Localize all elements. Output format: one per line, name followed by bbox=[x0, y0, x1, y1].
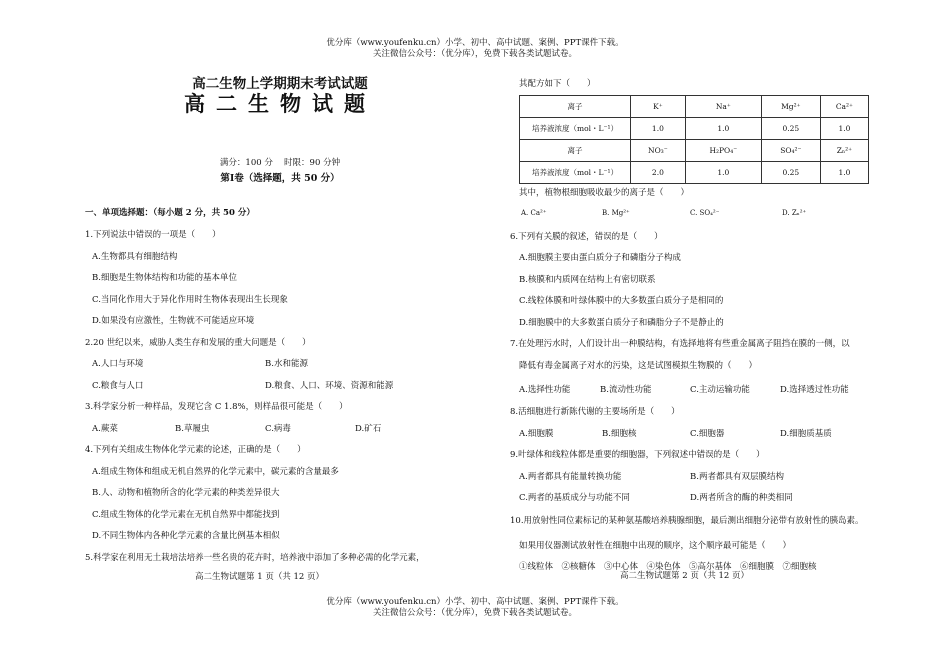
option-8d: D.细胞质基质 bbox=[780, 429, 832, 439]
option-8c: C.细胞器 bbox=[690, 429, 725, 439]
option-3c: C.病毒 bbox=[265, 424, 291, 434]
question-4: 4.下列有关组成生物体化学元素的论述，正确的是（ ） bbox=[85, 445, 306, 455]
nutrient-table bbox=[519, 95, 869, 184]
footer-line-2: 关注微信公众号：（优分库），免费下载各类试题试卷。 bbox=[372, 608, 577, 618]
table-cell: 离子 bbox=[520, 96, 631, 118]
option-1a: A.生物都具有细胞结构 bbox=[92, 252, 178, 262]
option-3a: A.蕨菜 bbox=[92, 424, 118, 434]
exam-title: 高二生物上学期期末考试试题 bbox=[192, 76, 368, 92]
table-cell: 离子 bbox=[520, 140, 631, 162]
option-8a: A.细胞膜 bbox=[519, 429, 554, 439]
option-2c: C.粮食与人口 bbox=[92, 381, 144, 391]
page-number-2: 高二生物试题第 2 页（共 12 页） bbox=[620, 571, 750, 581]
option-9c: C.两者的基质成分与功能不同 bbox=[519, 493, 630, 503]
option-5c: C. SO₄²⁻ bbox=[690, 209, 720, 217]
table-cell: H₂PO₄⁻ bbox=[685, 140, 761, 162]
option-9a: A.两者都具有能量转换功能 bbox=[519, 472, 622, 482]
table-cell: K⁺ bbox=[631, 96, 686, 118]
table-cell: 1.0 bbox=[820, 162, 868, 184]
page-number-1: 高二生物试题第 1 页（共 12 页） bbox=[195, 572, 325, 582]
option-6d: D.细胞膜中的大多数蛋白质分子和磷脂分子不是静止的 bbox=[519, 318, 724, 328]
question-5: 5.科学家在利用无土栽培法培养一些名贵的花卉时，培养液中添加了多种必需的化学元素， bbox=[85, 553, 425, 563]
question-1: 1.下列说法中错误的一项是（ ） bbox=[85, 230, 221, 240]
table-cell: 1.0 bbox=[685, 162, 761, 184]
subject-title: 高二生物试题 bbox=[184, 91, 376, 116]
table-cell: 1.0 bbox=[820, 118, 868, 140]
option-1c: C.当同化作用大于异化作用时生物体表现出生长现象 bbox=[92, 295, 288, 305]
option-7b: B.流动性功能 bbox=[600, 385, 652, 395]
option-8b: B.细胞核 bbox=[602, 429, 637, 439]
question-8: 8.活细胞进行新陈代谢的主要场所是（ ） bbox=[510, 407, 680, 417]
question-7-line-2: 降低有毒金属离子对水的污染，这是试图模拟生物膜的（ ） bbox=[519, 361, 758, 371]
option-7a: A.选择性功能 bbox=[519, 385, 571, 395]
option-5a: A. Ca²⁺ bbox=[521, 209, 547, 217]
table-cell: 1.0 bbox=[685, 118, 761, 140]
table-cell: 2.0 bbox=[631, 162, 686, 184]
question-7: 7.在处理污水时，人们设计出一种膜结构，有选择地将有些重金属离子阻挡在膜的一侧，以 bbox=[510, 339, 850, 349]
score-time: 满分：100 分 时限：90 分钟 bbox=[219, 158, 341, 168]
volume-heading: 第Ⅰ卷（选择题，共 50 分） bbox=[220, 173, 340, 184]
option-2a: A.人口与环境 bbox=[92, 359, 144, 369]
table-row bbox=[520, 140, 869, 162]
table-cell: 0.25 bbox=[761, 162, 820, 184]
option-6b: B.核膜和内质网在结构上有密切联系 bbox=[519, 275, 656, 285]
option-4b: B.人、动物和植物所含的化学元素的种类差异很大 bbox=[92, 488, 280, 498]
question-5-continued: 其配方如下（ ） bbox=[519, 79, 596, 89]
footer-line-1: 优分库（www.youfenku.cn）小学、初中、高中试题、案例、PPT课件下载。 bbox=[326, 597, 624, 607]
option-4a: A.组成生物体和组成无机自然界的化学元素中，碳元素的含量最多 bbox=[92, 467, 339, 477]
header-line-1: 优分库（www.youfenku.cn）小学、初中、高中试题、案例、PPT课件下载。 bbox=[326, 38, 624, 48]
table-cell: 培养液浓度（mol・L⁻¹） bbox=[520, 118, 631, 140]
table-cell: SO₄²⁻ bbox=[761, 140, 820, 162]
option-9b: B.两者都具有双层膜结构 bbox=[690, 472, 784, 482]
table-cell: 0.25 bbox=[761, 118, 820, 140]
option-7d: D.选择透过性功能 bbox=[780, 385, 849, 395]
question-10: 10.用放射性同位素标记的某种氨基酸培养胰腺细胞，最后测出细胞分泌带有放射性的胰岛素。 bbox=[510, 516, 864, 526]
option-6c: C.线粒体膜和叶绿体膜中的大多数蛋白质分子是相同的 bbox=[519, 296, 724, 306]
table-cell: Zₙ²⁺ bbox=[820, 140, 868, 162]
table-cell: Mg²⁺ bbox=[761, 96, 820, 118]
option-1b: B.细胞是生物体结构和功能的基本单位 bbox=[92, 273, 237, 283]
option-9d: D.两者所含的酶的种类相同 bbox=[690, 493, 793, 503]
table-cell: Na⁺ bbox=[685, 96, 761, 118]
option-4d: D.不同生物体内各种化学元素的含量比例基本相似 bbox=[92, 531, 280, 541]
question-2: 2.20 世纪以来，威胁人类生存和发展的重大问题是（ ） bbox=[85, 338, 311, 348]
table-cell: 1.0 bbox=[631, 118, 686, 140]
question-10-line-2: 如果用仪器测试放射性在细胞中出现的顺序，这个顺序最可能是（ ） bbox=[519, 541, 792, 551]
option-5d: D. Zₙ²⁺ bbox=[782, 209, 807, 217]
option-5b: B. Mg²⁺ bbox=[602, 209, 630, 217]
table-cell: Ca²⁺ bbox=[820, 96, 868, 118]
option-6a: A.细胞膜主要由蛋白质分子和磷脂分子构成 bbox=[519, 253, 681, 263]
option-1d: D.如果没有应激性，生物就不可能适应环境 bbox=[92, 316, 255, 326]
table-row bbox=[520, 162, 869, 184]
option-2d: D.粮食、人口、环境、资源和能源 bbox=[265, 381, 394, 391]
table-row bbox=[520, 118, 869, 140]
table-row bbox=[520, 96, 869, 118]
question-10-items: ①线粒体 ②核糖体 ③中心体 ④染色体 ⑤高尔基体 ⑥细胞膜 ⑦细胞核 bbox=[519, 562, 817, 572]
option-3b: B.草履虫 bbox=[175, 424, 210, 434]
header-line-2: 关注微信公众号：（优分库），免费下载各类试题试卷。 bbox=[372, 49, 577, 59]
table-cell: 培养液浓度（mol・L⁻¹） bbox=[520, 162, 631, 184]
table-cell: NO₃⁻ bbox=[631, 140, 686, 162]
question-6: 6.下列有关膜的叙述，错误的是（ ） bbox=[510, 232, 663, 242]
option-3d: D.矿石 bbox=[355, 424, 382, 434]
option-2b: B.水和能源 bbox=[265, 359, 308, 369]
question-5-stem: 其中，植物根细胞吸收最少的离子是（ ） bbox=[519, 188, 690, 198]
question-3: 3.科学家分析一种样品，发现它含 C 1.8%，则样品很可能是（ ） bbox=[85, 402, 348, 412]
option-7c: C.主动运输功能 bbox=[690, 385, 750, 395]
option-4c: C.组成生物体的化学元素在无机自然界中都能找到 bbox=[92, 510, 280, 520]
section-heading: 一、单项选择题：（每小题 2 分，共 50 分） bbox=[85, 208, 255, 218]
question-9: 9.叶绿体和线粒体都是重要的细胞器，下列叙述中错误的是（ ） bbox=[510, 450, 765, 460]
